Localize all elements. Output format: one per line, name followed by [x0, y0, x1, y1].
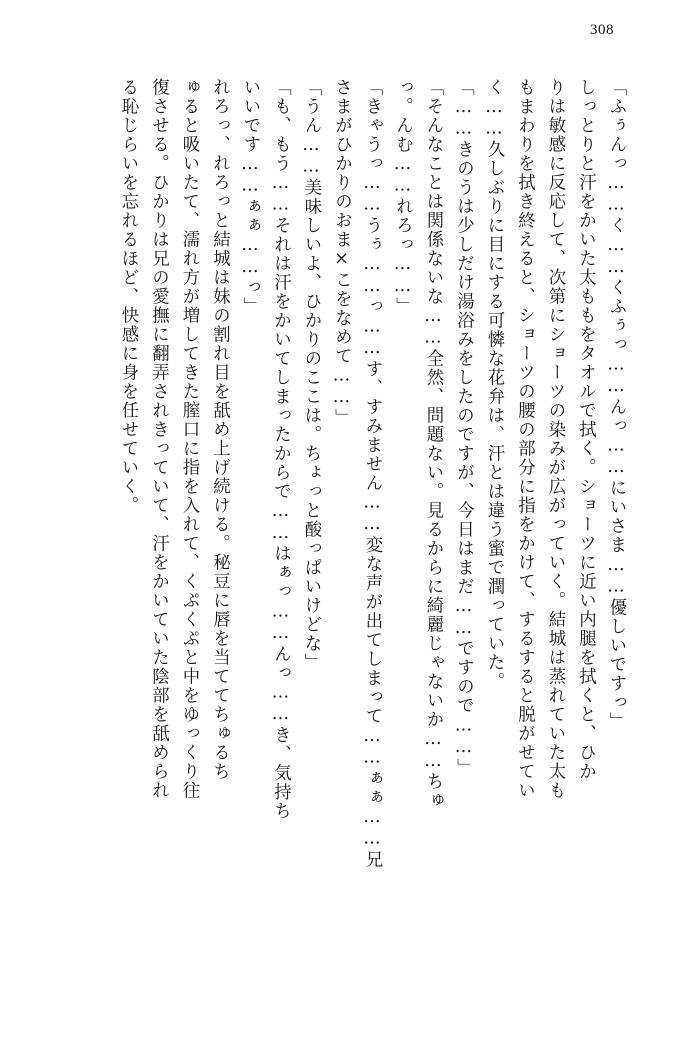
- vertical-body-text: [52, 78, 624, 1008]
- text-line: く……久しぶりに目にする可憐な花弁は、汗とは違う蜜で潤っていた。: [484, 78, 504, 692]
- text-line: りは敏感に反応して、次第にショーツの染みが広がっていく。結城は蒸れていた太も: [545, 78, 565, 800]
- text-line: っ。んむ……れろっ……」: [392, 78, 413, 317]
- text-line: 「ふぅんっ……く……くふぅっ……んっ……にいさま……優しいですっ」: [606, 78, 626, 731]
- text-line: 「そんなことは関係ないな……全然、問題ない。見るからに綺麗じゃないか……ちゅ: [423, 78, 443, 811]
- text-line: 「きゃうっ……うぅ……っ……す、すみません……変な声が出てしまって……ぁぁ……兄: [362, 78, 382, 870]
- text-line: 「……きのうは少しだけ湯浴みをしたのですが、今日はまだ……ですので……」: [453, 78, 474, 778]
- text-line: もまわりを拭き終えると、ショーツの腰の部分に指をかけて、するすると脱がせてい: [514, 78, 535, 800]
- text-line: さまがひかりのおま×こをなめて……」: [331, 78, 352, 428]
- text-line: 復させる。ひかりは兄の愛撫に翻弄されきっていて、汗をかいていた陰部を舐められ: [148, 78, 169, 800]
- text-line: しっとりと汗をかいた太ももをタオルで拭く。ショーツに近い内腿を拭くと、ひか: [575, 78, 596, 781]
- page-number: 308: [590, 22, 614, 38]
- text-line: る恥じらいを忘れるほど、快感に身を任せていく。: [118, 78, 138, 515]
- text-line: れろっ、れろっと結城は妹の割れ目を舐め上げ続ける。秘豆に唇を当ててちゅるち: [209, 78, 230, 781]
- text-line: 「も、もう……それは汗をかいてしまったからで……はぁっ……んっ……き、気持ち: [270, 78, 291, 821]
- text-line: いいです……ぁぁ……っ」: [240, 78, 260, 317]
- text-line: 「うん……美味しいよ、ひかりのここは。ちょっと酸っぱいけどな」: [301, 78, 321, 673]
- text-line: ゅると吸いたて、濡れ方が増してきた膣口に指を入れて、くぷくぷと中をゆっくり往: [179, 78, 199, 800]
